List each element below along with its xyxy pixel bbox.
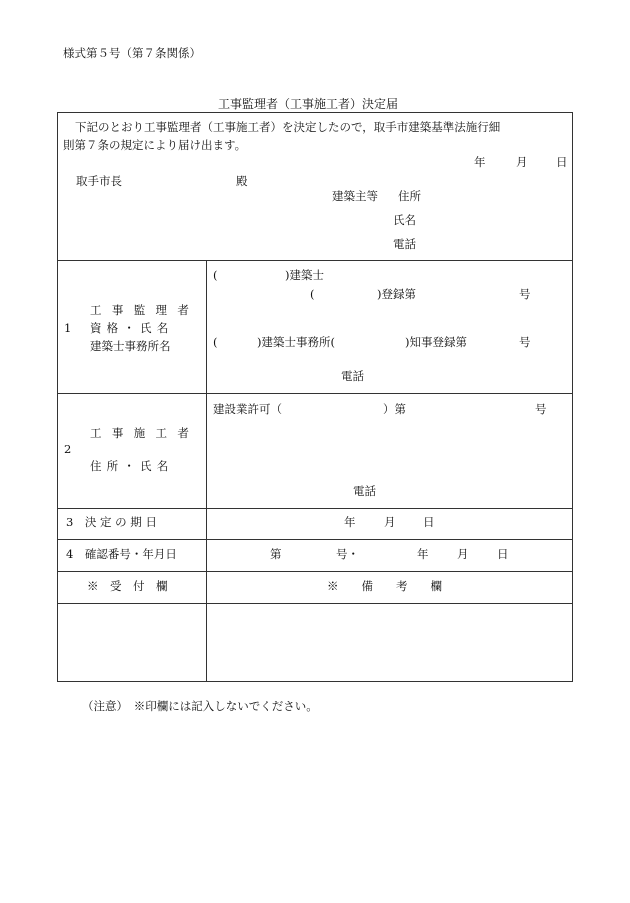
- table-divider: [57, 393, 573, 394]
- permit-number-label: ）第: [383, 402, 406, 416]
- intro-line-1: 下記のとおり工事監理者（工事施工者）を決定したので，取手市建築基準法施行細: [75, 120, 501, 134]
- row2-label-line-1: 工事施工者: [90, 426, 200, 440]
- intro-line-2: 則第７条の規定により届け出ます。: [63, 138, 247, 152]
- applicant-label: 建築主等: [332, 189, 378, 203]
- row1-label-line-3: 建築士事務所名: [90, 339, 171, 353]
- table-divider: [57, 571, 573, 572]
- addressee: 取手市長: [76, 174, 122, 188]
- office-registration-suffix: 号: [519, 335, 531, 349]
- confirmation-label: 4 確認番号・年月日: [66, 547, 177, 561]
- governor-registration-label: )知事登録第: [405, 335, 467, 349]
- table-divider: [57, 539, 573, 540]
- table-left-border: [57, 112, 58, 682]
- permit-label: 建設業許可（: [213, 402, 282, 416]
- office-label: )建築士事務所(: [257, 335, 335, 349]
- table-divider: [57, 603, 573, 604]
- row2-phone-label: 電話: [353, 484, 376, 498]
- footer-note: （注意） ※印欄には記入しないでください。: [82, 699, 318, 713]
- row1-phone-label: 電話: [341, 369, 364, 383]
- table-bottom-border: [57, 681, 573, 682]
- table-divider: [57, 260, 573, 261]
- form-number: 様式第５号（第７条関係）: [63, 46, 201, 60]
- table-right-border: [572, 112, 573, 682]
- permit-suffix: 号: [535, 402, 547, 416]
- registration-label: )登録第: [377, 287, 416, 301]
- table-column-divider: [206, 260, 207, 681]
- registration-suffix: 号: [519, 287, 531, 301]
- decision-date-label: 3 決 定 の 期 日: [66, 515, 157, 529]
- applicant-name-label: 氏名: [393, 213, 416, 227]
- date-day-label: 日: [556, 155, 568, 169]
- architect-class-label: )建築士: [285, 268, 324, 282]
- form-title: 工事監理者（工事施工者）決定届: [218, 97, 399, 111]
- decision-day-label: 日: [423, 515, 435, 529]
- decision-year-label: 年: [344, 515, 356, 529]
- applicant-address-label: 住所: [398, 189, 421, 203]
- reception-column-header: ※ 受 付 欄: [87, 579, 168, 593]
- table-top-border: [57, 112, 573, 113]
- applicant-phone-label: 電話: [393, 237, 416, 251]
- table-divider: [57, 508, 573, 509]
- honorific: 殿: [236, 174, 248, 188]
- architect-open-paren: (: [213, 268, 218, 282]
- row1-label-line-2: 資格・氏名: [90, 321, 174, 335]
- office-open-paren: (: [213, 335, 218, 349]
- date-year-label: 年: [474, 155, 486, 169]
- row2-label-line-2: 住所・氏名: [90, 459, 174, 473]
- confirmation-month-label: 月: [457, 547, 469, 561]
- row2-number: 2: [64, 442, 72, 456]
- confirmation-suffix: 号・: [336, 547, 359, 561]
- confirmation-day-label: 日: [497, 547, 509, 561]
- confirmation-year-label: 年: [417, 547, 429, 561]
- confirmation-no-label: 第: [270, 547, 282, 561]
- decision-month-label: 月: [384, 515, 396, 529]
- date-month-label: 月: [516, 155, 528, 169]
- remarks-column-header: ※ 備 考 欄: [327, 579, 442, 593]
- row1-number: 1: [64, 321, 72, 335]
- row1-label-line-1: 工事監理者: [90, 303, 200, 317]
- registration-open-paren: (: [310, 287, 315, 301]
